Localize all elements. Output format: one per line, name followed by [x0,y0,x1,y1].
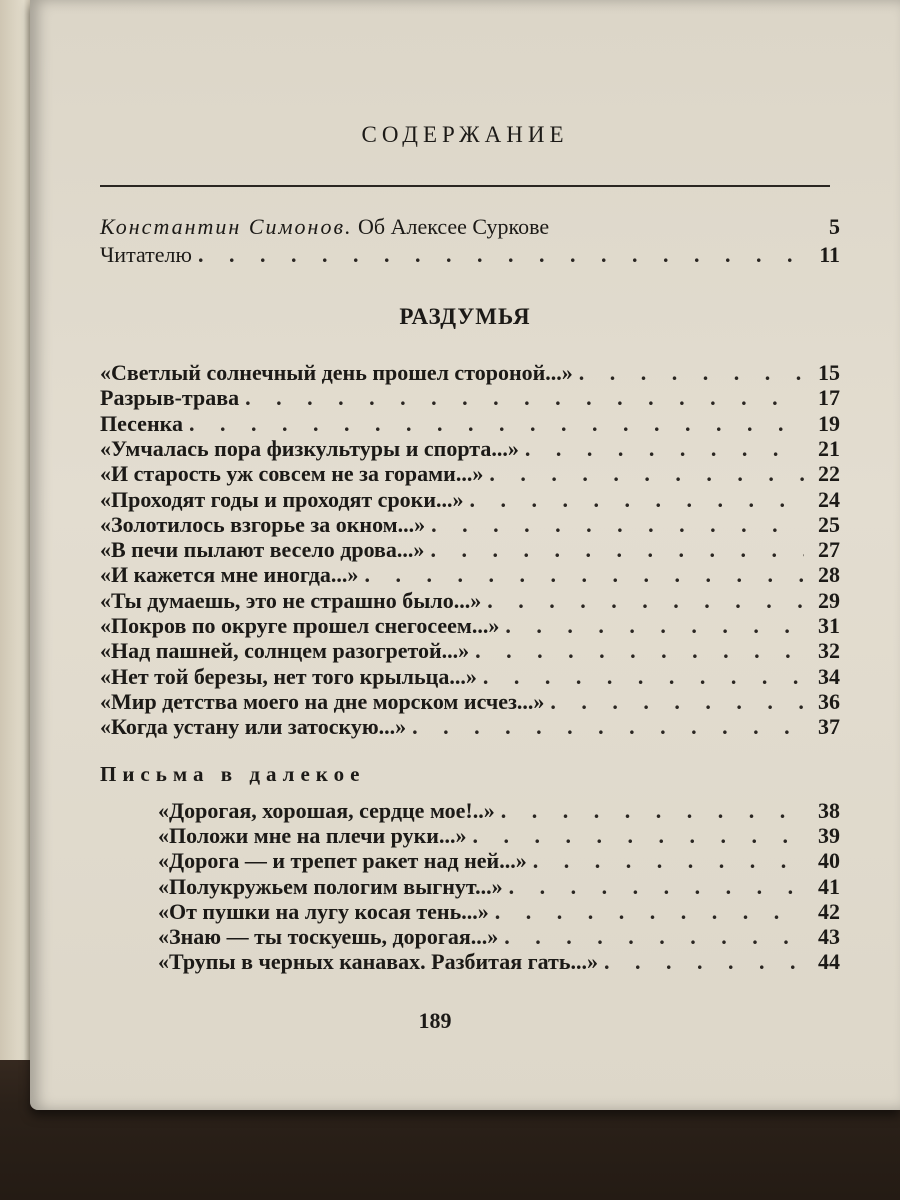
entry-page: 17 [818,385,840,411]
entry-title: «Полукружьем пологим выгнут...» [158,873,503,899]
toc-entry[interactable] [100,588,840,614]
toc-entry[interactable] [100,411,840,437]
leader-dots [501,798,804,824]
entry-title: «Дорогая, хорошая, сердце мое!..» [158,798,495,823]
leader-dots [487,588,804,614]
entry-page: 42 [818,898,840,924]
entry-page: 28 [818,562,840,588]
leader-dots [579,360,804,386]
toc-entry[interactable] [100,689,840,715]
entry-title: Песенка [100,410,183,436]
leader-dots [509,874,804,900]
toc-entry[interactable] [158,949,840,975]
toc-entry[interactable] [100,537,840,563]
entry-page: 32 [818,638,840,664]
entry-title: «Покров по округе прошел снегосеем...» [100,613,500,638]
entry-title: «Проходят годы и проходят сроки...» [100,486,464,512]
leader-dots [364,562,804,588]
toc-entry-intro-0[interactable] [100,214,840,240]
entry-title: «От пушки на лугу косая тень...» [158,898,489,924]
toc-entry[interactable] [158,823,840,849]
leader-dots [489,461,804,487]
toc-entry[interactable] [100,562,840,588]
entry-page: 27 [818,537,840,563]
page-heading: СОДЕРЖАНИЕ [361,122,569,147]
entry-title: «Умчалась пора физкультуры и спорта...» [100,435,519,461]
entry-title: «Мир детства моего на дне морском исчез...» [100,688,545,714]
entry-title: «Знаю — ты тоскуешь, дорогая...» [158,924,499,949]
entry-page: 15 [818,360,840,385]
toc-entry[interactable] [158,798,840,824]
show-through-text [260,8,780,103]
leader-dots [533,848,804,874]
leader-dots [412,714,804,740]
entry-title: «Светлый солнечный день прошел стороной...» [100,360,573,385]
leader-dots [504,924,804,950]
toc-entry[interactable] [100,664,840,690]
leader-dots [505,613,804,639]
leader-dots [472,823,804,849]
leader-dots [475,638,804,664]
toc-entry[interactable] [100,638,840,664]
entry-page: 19 [818,410,840,436]
entry-page: 5 [829,214,840,239]
entry-page: 40 [818,848,840,874]
book-page [30,0,900,1110]
leader-dots [245,385,804,411]
entry-page: 31 [818,613,840,638]
entry-title: «Положи мне на плечи руки...» [158,823,467,849]
entry-page: 34 [818,663,840,689]
toc-entry[interactable] [100,461,840,487]
entry-page: 43 [818,924,840,949]
toc-entry-intro-1[interactable] [100,242,840,268]
entry-page: 38 [818,798,840,823]
entry-title: Читателю [100,242,192,267]
toc-entry[interactable] [100,385,840,411]
entry-title: «Трупы в черных канавах. Разбитая гать...» [158,949,598,975]
toc-entry[interactable] [100,487,840,513]
leader-dots [431,512,804,538]
entry-page: 39 [818,823,840,849]
entry-page: 25 [818,511,840,537]
section-title: РАЗДУМЬЯ [399,304,531,329]
leader-dots [198,242,804,268]
entry-title: «Над пашней, солнцем разогретой...» [100,638,470,664]
entry-page: 36 [818,688,840,714]
leader-dots [550,689,804,715]
entry-page: 37 [818,714,840,740]
toc-entry[interactable] [158,874,840,900]
subsection-title: Письма в далекое [100,762,366,786]
entry-title: «Когда устану или затоскую...» [100,714,407,740]
entry-author: Константин Симонов. [100,214,353,239]
toc-entry[interactable] [158,848,840,874]
toc-entry[interactable] [158,924,840,950]
leader-dots [525,436,804,462]
leader-dots [470,487,804,513]
entry-page: 41 [818,873,840,899]
entry-title: «Золотилось взгорье за окном...» [100,511,426,537]
entry-title: «И старость уж совсем не за горами...» [100,461,484,487]
entry-title: «Нет той березы, нет того крыльца...» [100,663,477,689]
entry-title: «И кажется мне иногда...» [100,562,359,588]
toc-entry[interactable] [100,512,840,538]
toc-entry[interactable] [100,436,840,462]
leader-dots [483,664,804,690]
leader-dots [430,537,804,563]
entry-page: 29 [818,587,840,613]
page-number: 189 [418,1008,452,1033]
leader-dots [495,899,804,925]
entry-title: «Ты думаешь, это не страшно было...» [100,587,482,613]
toc-entry[interactable] [100,714,840,740]
toc-entry[interactable] [100,360,840,386]
entry-page: 44 [818,949,840,975]
entry-title: «В печи пылают весело дрова...» [100,537,425,563]
entry-page: 24 [818,486,840,512]
toc-entry[interactable] [158,899,840,925]
entry-title: Разрыв-трава [100,385,240,411]
leader-dots [189,411,804,437]
entry-title: Об Алексее Суркове [358,214,550,239]
book-page-edges [0,0,34,1060]
toc-entry[interactable] [100,613,840,639]
heading-rule [100,185,830,187]
entry-page: 22 [818,461,840,487]
leader-dots [604,949,804,975]
entry-title: «Дорога — и трепет ракет над ней...» [158,848,527,874]
entry-page: 11 [819,242,840,267]
entry-page: 21 [818,435,840,461]
